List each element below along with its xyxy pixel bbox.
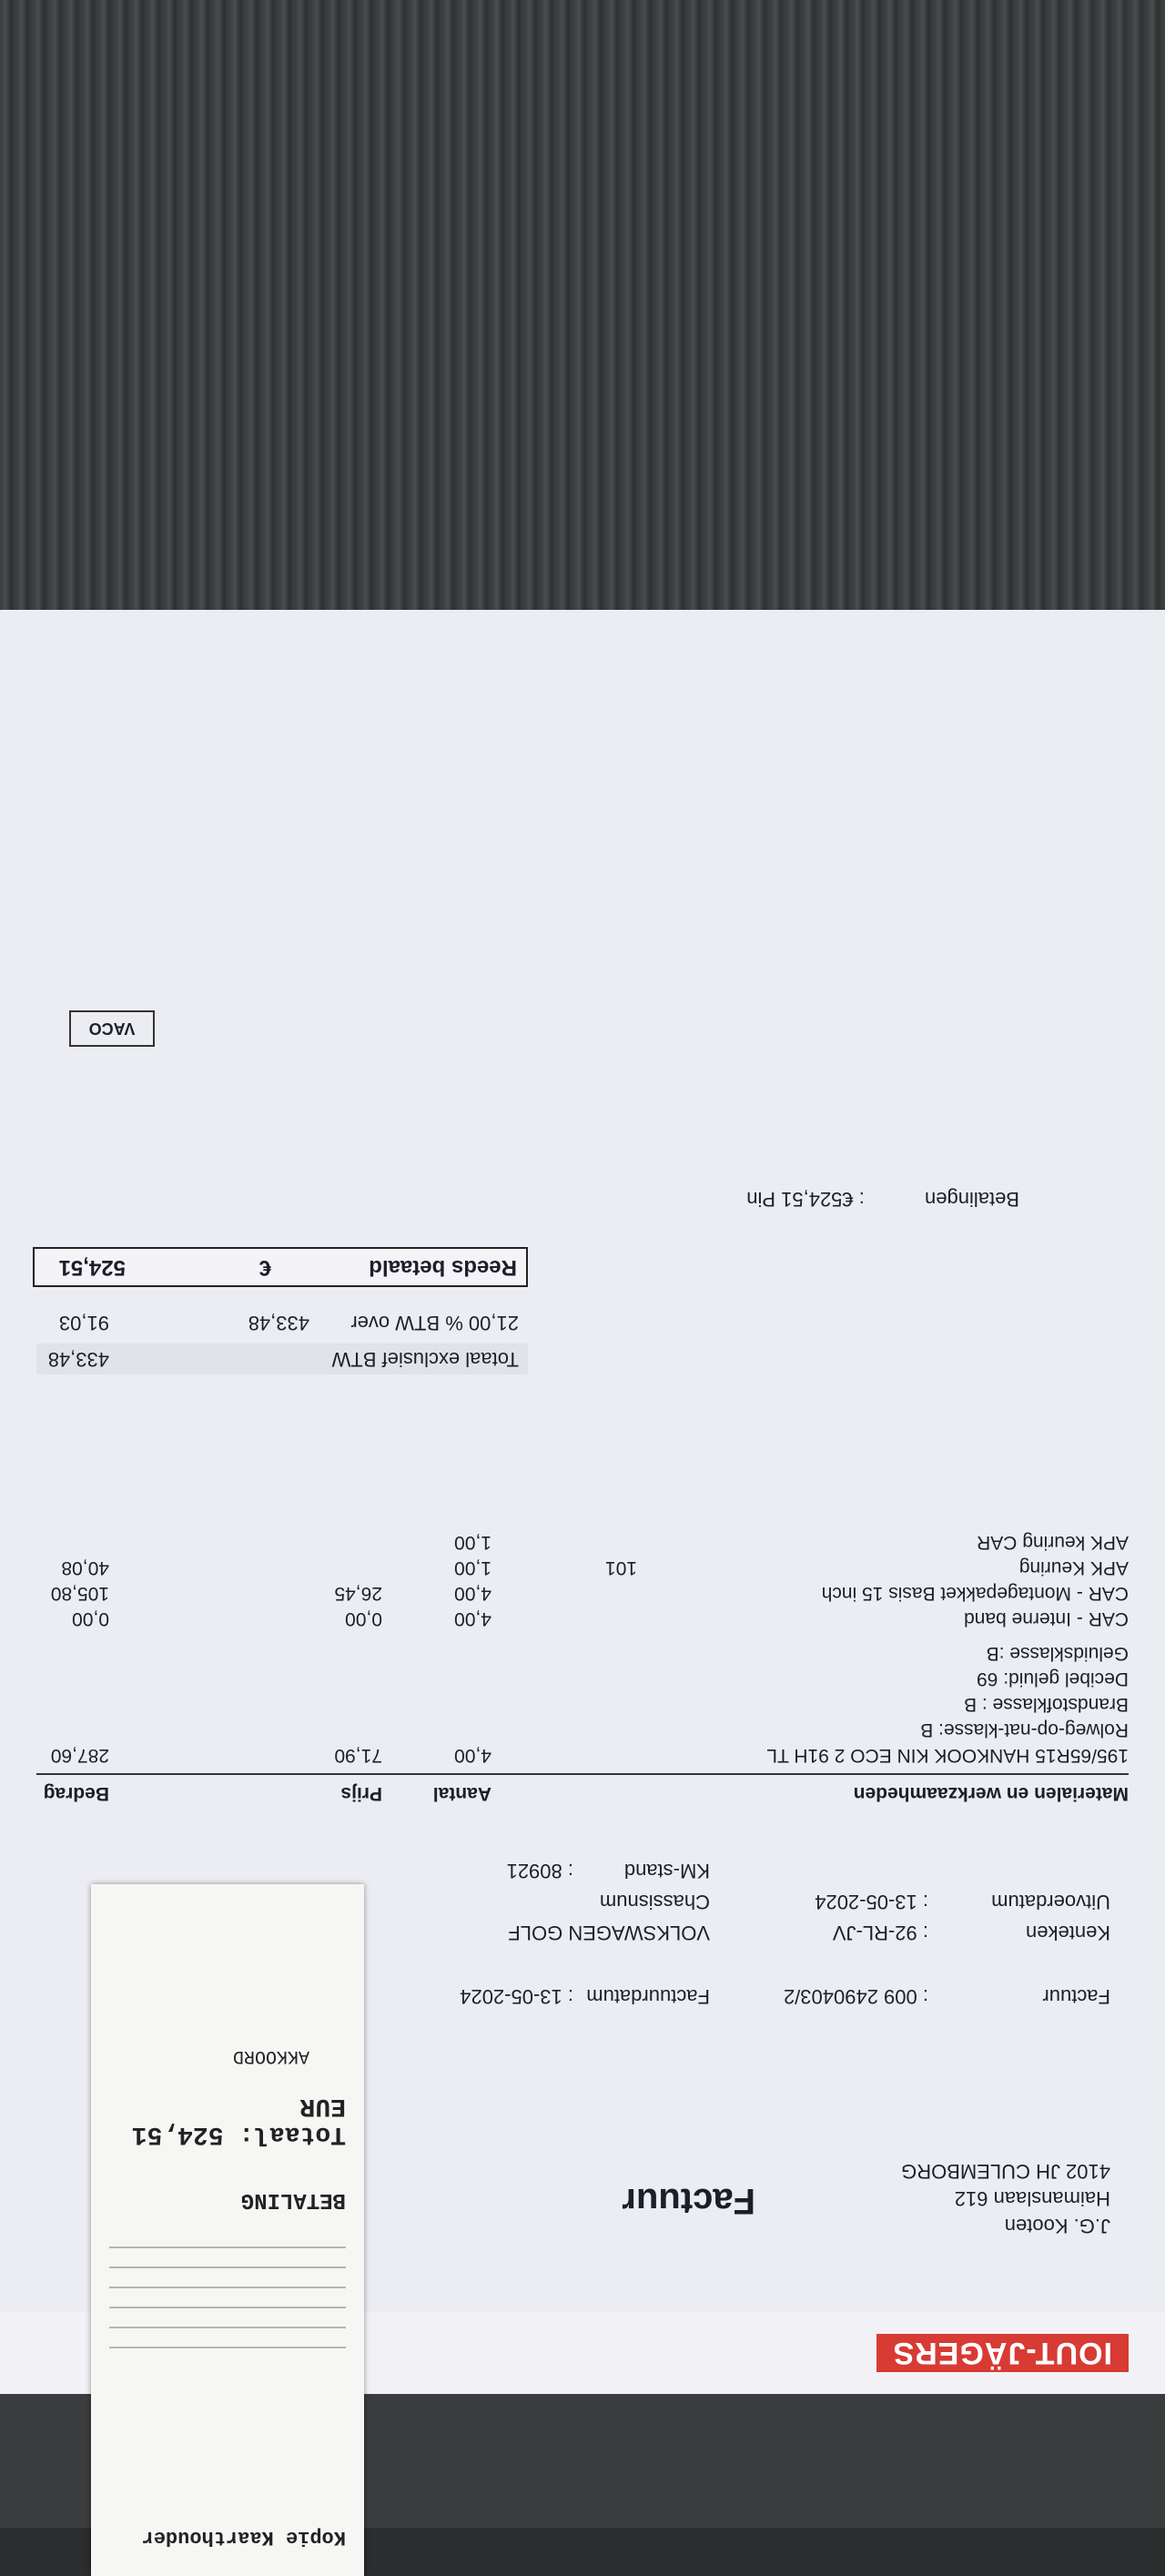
paid-value: 524,51 xyxy=(58,1255,126,1280)
line-description: CAR - Interne band xyxy=(964,1608,1129,1629)
table-row xyxy=(36,1602,1129,1629)
table-row xyxy=(36,1739,1129,1766)
line-code: 101 xyxy=(604,1557,637,1578)
customer-address xyxy=(901,2157,1110,2239)
table-row xyxy=(36,1526,1129,1553)
vaco-badge: VACO xyxy=(69,1010,155,1047)
kenteken-value: : 92-RL-JV xyxy=(832,1922,928,1944)
receipt-fine-print xyxy=(109,2230,346,2358)
uitvoerdatum-value: : 13-05-2024 xyxy=(815,1891,928,1913)
receipt-total-label: Totaal: xyxy=(238,2120,346,2148)
table-row xyxy=(36,1688,1129,1715)
total-excl-label: Totaal exclusief BTW xyxy=(331,1348,519,1371)
seat-fabric-background xyxy=(0,0,1165,637)
paid-label: Reeds betaald xyxy=(369,1255,517,1280)
total-excl-row xyxy=(36,1344,528,1374)
kmstand-value: : 80921 xyxy=(506,1860,573,1882)
line-aantal: 4,00 xyxy=(454,1608,491,1629)
line-description: Brandstofklasse : B xyxy=(964,1694,1129,1715)
chassis-label: Chassisnum xyxy=(599,1891,710,1913)
receipt-title: Kopie Kaarthouder xyxy=(141,2526,346,2549)
payments-value: : €524,51 Pin xyxy=(746,1188,865,1211)
line-description: Decibel geluid: 69 xyxy=(977,1668,1129,1689)
paid-currency: € xyxy=(258,1255,271,1280)
card-receipt-slip xyxy=(91,1884,364,2576)
customer-city: 4102 JH CULEMBORG xyxy=(901,2160,1110,2183)
btw-row xyxy=(36,1307,528,1338)
invoice-document xyxy=(0,610,1165,2549)
line-prijs: 26,45 xyxy=(334,1583,382,1604)
factuurdatum-label: Factuurdatum xyxy=(586,1985,710,2008)
brand-logo: IOUT-JÄGERS xyxy=(876,2334,1129,2372)
vehicle-model: VOLKSWAGEN GOLF xyxy=(508,1922,710,1944)
factuurdatum-value: : 13-05-2024 xyxy=(460,1985,573,2008)
table-row xyxy=(36,1637,1129,1664)
table-header xyxy=(36,1773,1129,1811)
line-prijs: 0,00 xyxy=(345,1608,382,1629)
payments-line xyxy=(746,1187,1019,1211)
receipt-total-value: 524,51 EUR xyxy=(131,2092,346,2148)
kenteken-label: Kenteken xyxy=(1026,1922,1110,1944)
line-bedrag: 0,00 xyxy=(72,1608,109,1629)
line-aantal: 4,00 xyxy=(454,1745,491,1766)
table-row xyxy=(36,1551,1129,1578)
receipt-total xyxy=(91,2092,346,2148)
line-description: Geluidsklasse :B xyxy=(986,1643,1129,1664)
total-excl-value: 433,48 xyxy=(47,1348,109,1371)
paid-row xyxy=(33,1247,528,1287)
btw-value: 91,03 xyxy=(58,1312,109,1334)
header-bedrag: Bedrag xyxy=(43,1783,109,1804)
line-bedrag: 287,60 xyxy=(50,1745,109,1766)
header-description: Materialen en werkzaamheden xyxy=(853,1783,1129,1804)
line-description: CAR - Montagepakket Basis 15 inch xyxy=(821,1583,1129,1604)
line-aantal: 1,00 xyxy=(454,1557,491,1578)
line-bedrag: 105,80 xyxy=(50,1583,109,1604)
table-row xyxy=(36,1662,1129,1689)
header-prijs: Prijs xyxy=(340,1783,382,1804)
receipt-betaling: BETALING xyxy=(240,2187,346,2212)
btw-label: 21,00 % BTW over xyxy=(350,1312,519,1334)
factuur-value: : 009 2490403/2 xyxy=(783,1985,928,2008)
table-row xyxy=(36,1713,1129,1740)
customer-street: Haimanslaan 612 xyxy=(954,2187,1110,2210)
header-aantal: Aantal xyxy=(432,1783,491,1804)
document-title: Factuur xyxy=(622,2181,755,2221)
factuur-label: Factuur xyxy=(1042,1985,1110,2008)
line-description: APK keuring CAR xyxy=(977,1532,1129,1553)
line-aantal: 4,00 xyxy=(454,1583,491,1604)
line-aantal: 1,00 xyxy=(454,1532,491,1553)
payments-label: Betalingen xyxy=(925,1188,1019,1211)
receipt-akkoord: AKKOORD xyxy=(232,2045,309,2066)
uitvoerdatum-label: Uitvoerdatum xyxy=(991,1891,1110,1913)
line-bedrag: 40,08 xyxy=(61,1557,109,1578)
line-description: Rolweg-op-nat-klasse: B xyxy=(920,1719,1129,1740)
line-prijs: 71,90 xyxy=(334,1745,382,1766)
line-description: APK Keuring xyxy=(1018,1557,1129,1578)
btw-base: 433,48 xyxy=(248,1312,309,1334)
table-row xyxy=(36,1577,1129,1604)
line-description: 195/65R15 HANKOOK KIN ECO 2 91H TL xyxy=(766,1745,1129,1766)
kmstand-label: KM-stand xyxy=(623,1860,710,1882)
customer-name: J.G. Kooten xyxy=(1004,2215,1110,2237)
